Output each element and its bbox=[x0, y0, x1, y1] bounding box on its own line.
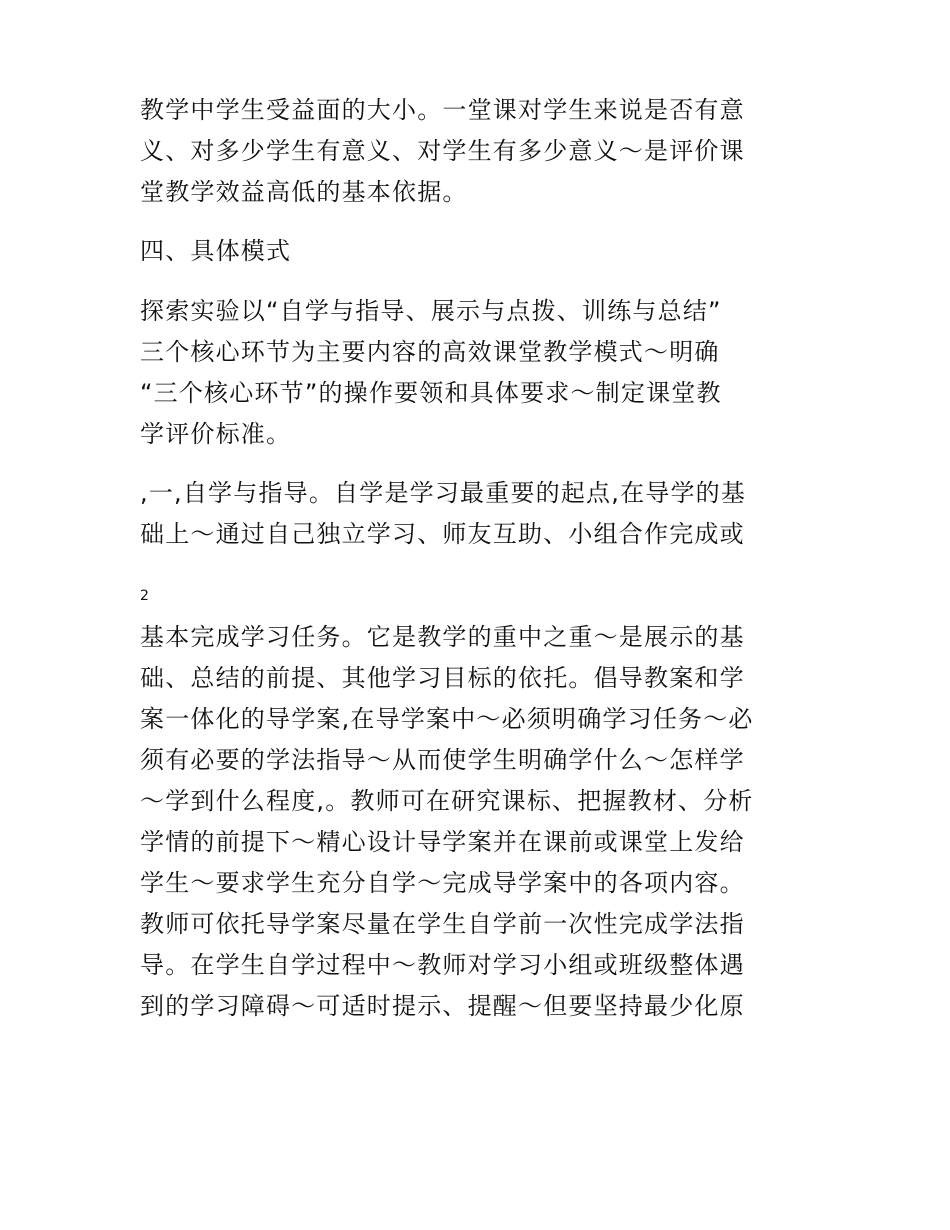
text-line: 到的学习障碍～可适时提示、提醒～但要坚持最少化原 bbox=[140, 992, 745, 1020]
text-line: 探索实验以“自学与指导、展示与点拨、训练与总结” bbox=[140, 297, 722, 325]
page-number: 2 bbox=[140, 588, 149, 604]
text-line: ～学到什么程度,。教师可在研究课标、把握教材、分析 bbox=[140, 787, 754, 815]
text-line: “三个核心环节”的操作要领和具体要求～制定课堂教 bbox=[140, 379, 722, 407]
paragraph-model bbox=[140, 291, 810, 455]
paragraph-self-study bbox=[140, 473, 810, 555]
text-line: 学评价标准。 bbox=[140, 420, 292, 448]
text-line: 案一体化的导学案,在导学案中～必须明确学习任务～必 bbox=[140, 705, 754, 733]
text-line: 导。在学生自学过程中～教师对学习小组或班级整体遇 bbox=[140, 951, 745, 979]
text-line: 础、总结的前提、其他学习目标的依托。倡导教案和学 bbox=[140, 664, 745, 692]
text-line: 义、对多少学生有意义、对学生有多少意义～是评价课 bbox=[140, 137, 745, 165]
text-line: 础上～通过自己独立学习、师友互助、小组合作完成或 bbox=[140, 520, 745, 548]
text-line: 三个核心环节为主要内容的高效课堂教学模式～明确 bbox=[140, 338, 720, 366]
text-line: ,一,自学与指导。自学是学习最重要的起点,在导学的基 bbox=[140, 479, 747, 507]
text-line: 堂教学效益高低的基本依据。 bbox=[140, 178, 468, 206]
text-line: 学情的前提下～精心设计导学案并在课前或课堂上发给 bbox=[140, 828, 745, 856]
paragraph-task-completion bbox=[140, 617, 810, 1027]
text-line: 教师可依托导学案尽量在学生自学前一次性完成学法指 bbox=[140, 910, 745, 938]
text-line: 基本完成学习任务。它是教学的重中之重～是展示的基 bbox=[140, 623, 745, 651]
section-heading bbox=[140, 231, 810, 272]
heading-text: 四、具体模式 bbox=[140, 237, 292, 265]
text-line: 学生～要求学生充分自学～完成导学案中的各项内容。 bbox=[140, 869, 745, 897]
paragraph-benefit bbox=[140, 90, 810, 213]
text-line: 教学中学生受益面的大小。一堂课对学生来说是否有意 bbox=[140, 96, 745, 124]
text-line: 须有必要的学法指导～从而使学生明确学什么～怎样学 bbox=[140, 746, 745, 774]
